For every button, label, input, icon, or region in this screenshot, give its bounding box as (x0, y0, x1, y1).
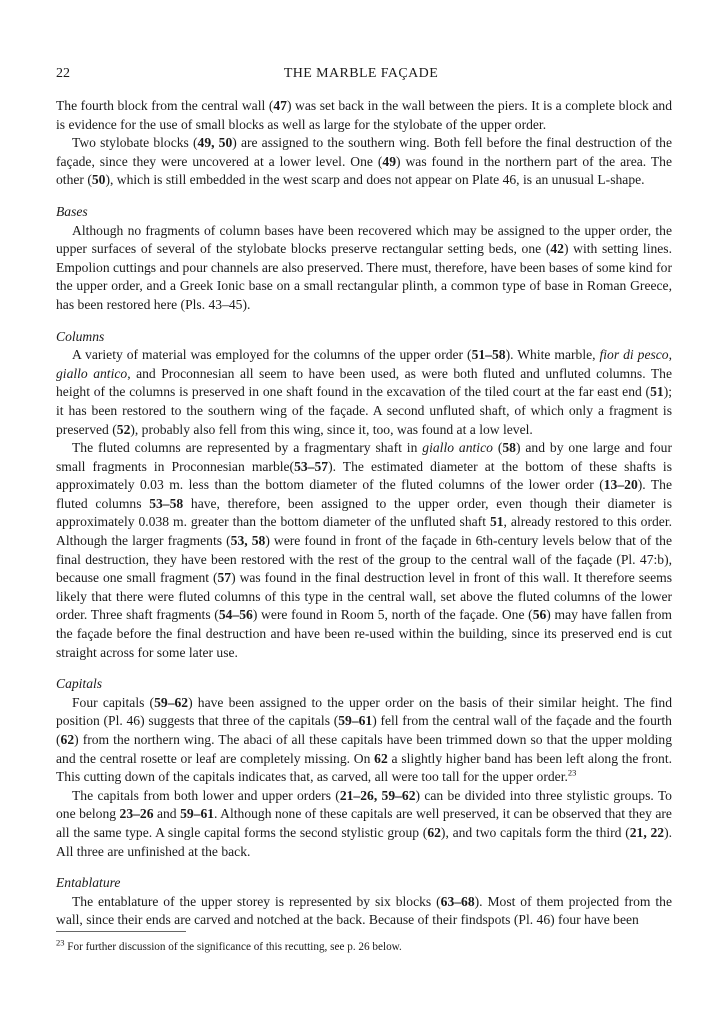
section-heading-columns: Columns (56, 328, 105, 344)
paragraph: The entablature of the upper storey is represented by six blocks (63–68). Most of them projected from the wall, since their ends are carved and notched at the back. Because of their findspots (Pl. 46) four have been (56, 893, 672, 928)
running-title: THE MARBLE FAÇADE (283, 66, 439, 81)
paragraph: The fluted columns are represented by a fragmentary shaft in giallo antico (58) and by one large and four small fragments in Proconnesian marble(53–57). The estimated diameter at the bottom of these shafts is approximately 0.03 m. less than the bottom diameter of the fluted columns of the lower order (13–20). The fluted columns 53–58 have, therefore, been assigned to the upper order, even though their diameter is approximately 0.038 m. greater than the bottom diameter of the unfluted shaft 51, already restored to this order. Although the larger fragments (53, 58) were found in front of the façade in 6th-century levels below that of the final destruction, they have been restored with the rest of the group to the central wall of the façade (Pl. 47:b), because one small fragment (57) was found in the final destruction level in front of this wall. It therefore seems likely that there were fluted columns of this type in the central wall, set above the fluted columns of the lower order. Three shaft fragments (54–56) were found in Room 5, north of the façade. One (56) may have fallen from the façade before the final destruction and have been re-used within the building, since its preserved end is cut straight across for some later use. (56, 440, 673, 660)
section-heading-capitals: Capitals (56, 676, 103, 692)
section-heading-entablature: Entablature (56, 875, 121, 891)
footnote-text: For further discussion of the significance of this recutting, see p. 26 below. (64, 941, 402, 953)
paragraph: Four capitals (59–62) have been assigned to the upper order on the basis of their similar height. The find position (Pl. 46) suggests that three of the capitals (59–61) fell from the central wall of the façade and the fourth (62) from the northern wing. The abaci of all these capitals have been trimmed down so that the upper molding and the central rosette or leaf are completely missing. On 62 a slightly higher band has been left along the front. This cutting down of the capitals indicates that, as carved, all were too tall for the upper order.$^{23}$ (56, 694, 672, 785)
paragraph: Two stylobate blocks (49, 50) are assigned to the southern wing. Both fell before the final destruction of the façade, since they were uncovered at a lower level. One (49) was found in the northern part of the area. The other (50), which is still embedded in the west scarp and does not appear on Plate 46, is an unusual L-shape. (56, 135, 673, 188)
footnote-number: 23 (56, 937, 65, 948)
footnote (56, 937, 672, 955)
paragraph: A variety of material was employed for the columns of the upper order (51–58). White marble, fior di pesco, giallo antico, and Proconnesian all seem to have been used, as were both fluted and unfluted columns. The height of the columns is preserved in one shaft found in the excavation of the tiled court at the far east end (51); it has been restored to the southern wing of the façade. A second unfluted shaft, of which only a fragment is preserved (52), probably also fell from this wing, since it, too, was found at a low level. (56, 347, 673, 437)
paragraph: The capitals from both lower and upper orders (21–26, 59–62) can be divided into three stylistic groups. To one belong 23–26 and 59–61. Although none of these capitals are well preserved, it can be observed that they are all the same type. A single capital forms the second stylistic group (62), and two capitals form the third (21, 22). All three are unfinished at the back. (56, 787, 672, 859)
page-header (56, 66, 666, 86)
footnote-ref[interactable]: 23 (567, 767, 577, 778)
body-text (56, 97, 672, 930)
footnote-divider (56, 931, 186, 932)
paragraph: The fourth block from the central wall (47) was set back in the wall between the piers. It is a complete block and is evidence for the use of small blocks as well as large for the stylobate of the upper order. (56, 98, 672, 132)
section-heading-bases: Bases (56, 203, 88, 219)
page-number: 22 (56, 66, 70, 81)
paragraph: Although no fragments of column bases have been recovered which may be assigned to the upper order, the upper surfaces of several of the stylobate blocks preserve rectangular setting beds, one (42) with setting lines. Empolion cuttings and pour channels are also preserved. There must, therefore, have been bases of some kind for the upper order, and a Greek Ionic base on a small rectangular plinth, a common type of base in Roman Greece, has been restored here (Pls. 43–45). (56, 222, 672, 312)
